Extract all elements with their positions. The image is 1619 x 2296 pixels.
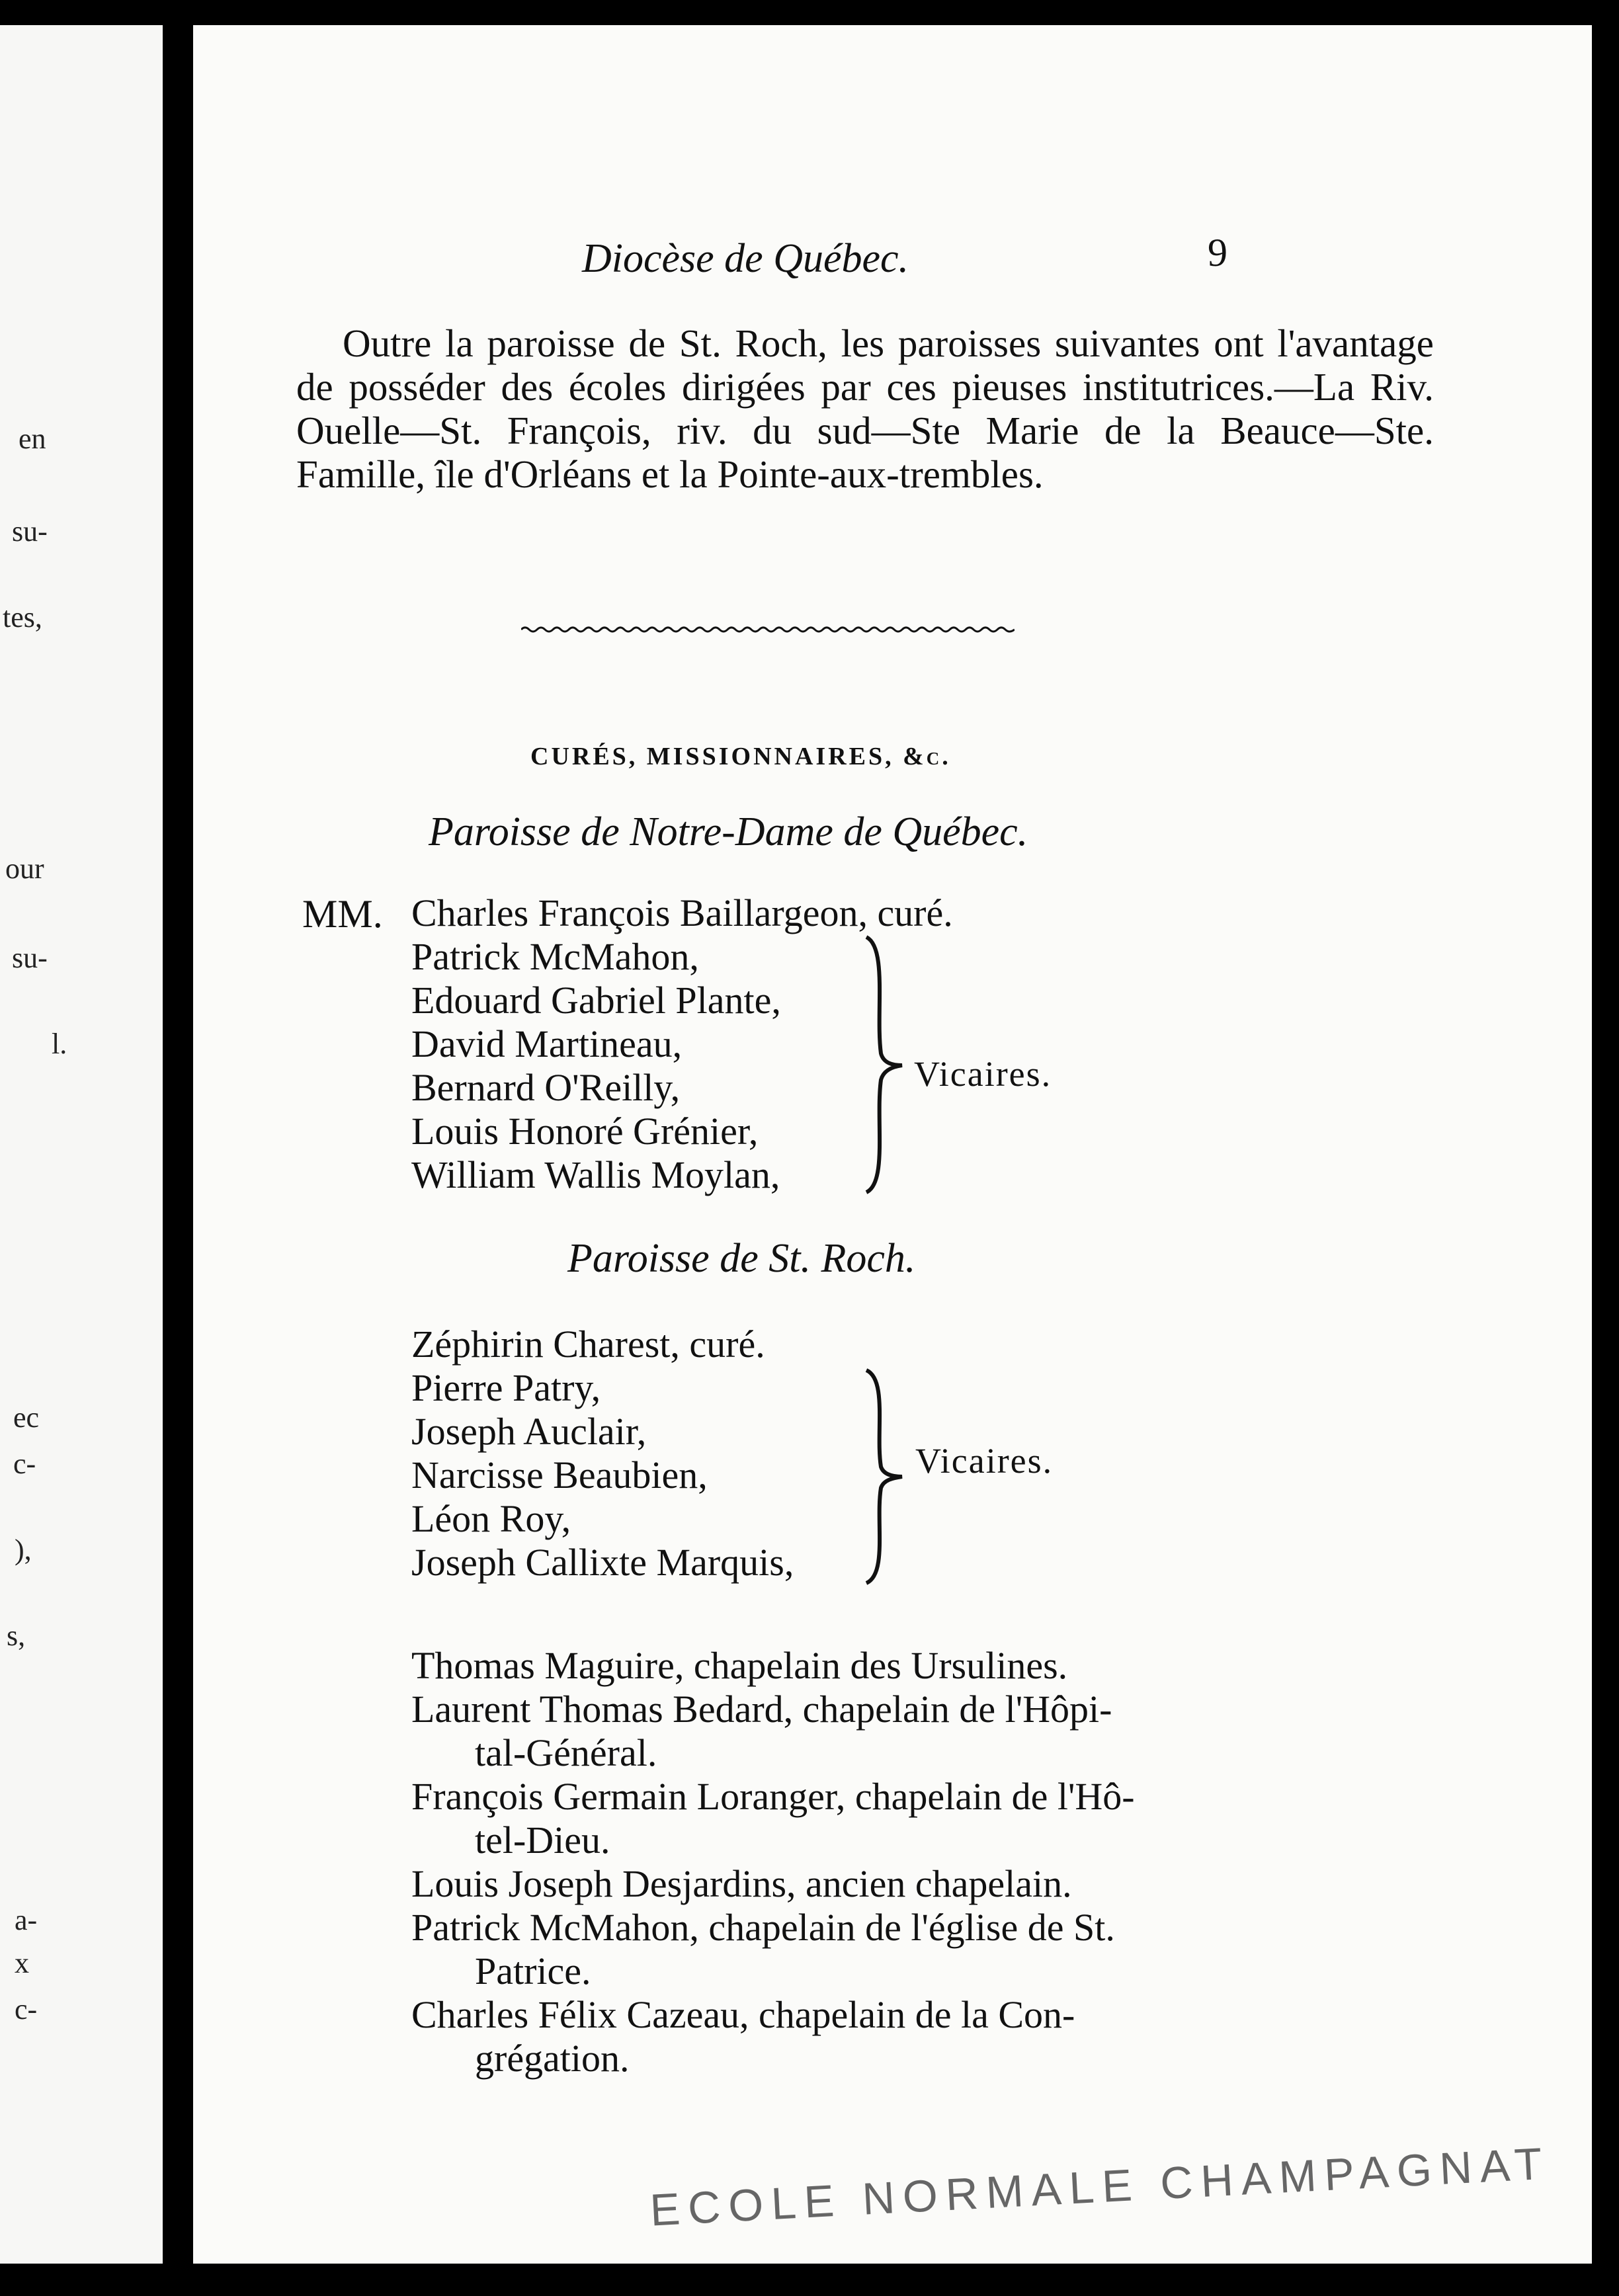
vicaire-entry: Patrick McMahon, [411,935,699,978]
chaplain-line: Patrick McMahon, chapelain de l'église de St. [411,1906,1115,1949]
left-fragment: s, [7,1620,26,1652]
right-brace-icon [861,1368,907,1586]
chaplain-line: François Germain Loranger, chapelain de l'Hô- [411,1775,1135,1818]
chaplain-entry [411,1906,1443,1993]
left-fragment: tes, [3,601,42,634]
chaplain-entry [411,1993,1443,2080]
cure-entry: Charles François Baillargeon, curé. [411,891,953,934]
left-fragment: su- [12,515,48,548]
left-fragment: our [5,852,44,885]
page-number: 9 [1208,231,1227,274]
vicaire-entry: Narcisse Beaubien, [411,1454,708,1496]
left-fragment: c- [13,1448,36,1480]
chaplain-line-continued: tel-Dieu. [475,1819,610,1862]
left-page-margin [0,25,163,2264]
chaplain-line-continued: Patrice. [475,1949,591,1992]
vicaire-entry: Pierre Patry, [411,1366,601,1409]
vicaire-entry: Edouard Gabriel Plante, [411,979,781,1022]
mm-prefix: MM. [302,892,383,936]
running-header-title: Diocèse de Québec. [582,236,909,281]
library-stamp: ECOLE NORMALE CHAMPAGNAT [648,2138,1552,2236]
ornamental-divider [521,624,1015,635]
chaplain-line-continued: grégation. [475,2037,630,2080]
vicaire-entry: Louis Honoré Grénier, [411,1110,759,1153]
left-fragment: ), [15,1534,32,1566]
vicaire-entry: Bernard O'Reilly, [411,1066,681,1109]
vicaire-entry: Léon Roy, [411,1497,571,1540]
chaplain-entry [411,1775,1443,1862]
chaplain-entry [411,1862,1443,1906]
parish-title-st-roch: Paroisse de St. Roch. [567,1236,916,1281]
vicaire-entry: Joseph Auclair, [411,1410,647,1453]
st-roch-clergy-list [411,1323,794,1584]
chaplain-line: Louis Joseph Desjardins, ancien chapelain. [411,1862,1072,1905]
chaplain-line-continued: tal-Général. [475,1731,657,1774]
vicaire-entry: David Martineau, [411,1022,683,1065]
chaplain-list [411,1644,1443,2080]
left-fragment: l. [52,1028,67,1060]
chaplain-entry [411,1688,1443,1775]
chaplain-line: Laurent Thomas Bedard, chapelain de l'Hôpi- [411,1688,1112,1731]
left-fragment: c- [15,1993,38,2026]
left-fragment: en [19,423,46,455]
vicaire-entry: Joseph Callixte Marquis, [411,1541,794,1584]
cure-entry: Zéphirin Charest, curé. [411,1323,765,1366]
left-fragment: ec [13,1401,40,1434]
chaplain-line: Charles Félix Cazeau, chapelain de la Con- [411,1993,1075,2036]
vicaire-entry: William Wallis Moylan, [411,1153,780,1196]
right-page [193,25,1592,2264]
intro-text: Outre la paroisse de St. Roch, les paroisses suivantes ont l'avantage de posséder des écoles dirigées par ces pieuses institutrices.—La Riv. Ouelle—St. François, riv. du sud—Ste Marie de la Beauce—Ste. Famille, île d'Orléans et la Pointe-aux-trembles. [296,321,1434,496]
intro-paragraph [296,321,1434,496]
vicaires-label: Vicaires. [915,1441,1054,1481]
left-fragment: x [15,1947,29,1979]
left-fragment: su- [12,942,48,974]
vicaires-label: Vicaires. [914,1054,1052,1094]
right-brace-icon [861,934,907,1196]
chaplain-line: Thomas Maguire, chapelain des Ursulines. [411,1644,1068,1687]
parish-title-notre-dame: Paroisse de Notre-Dame de Québec. [429,809,1028,854]
section-title: CURÉS, MISSIONNAIRES, &c. [530,743,951,770]
chaplain-entry [411,1644,1443,1688]
left-fragment: a- [15,1904,38,1936]
